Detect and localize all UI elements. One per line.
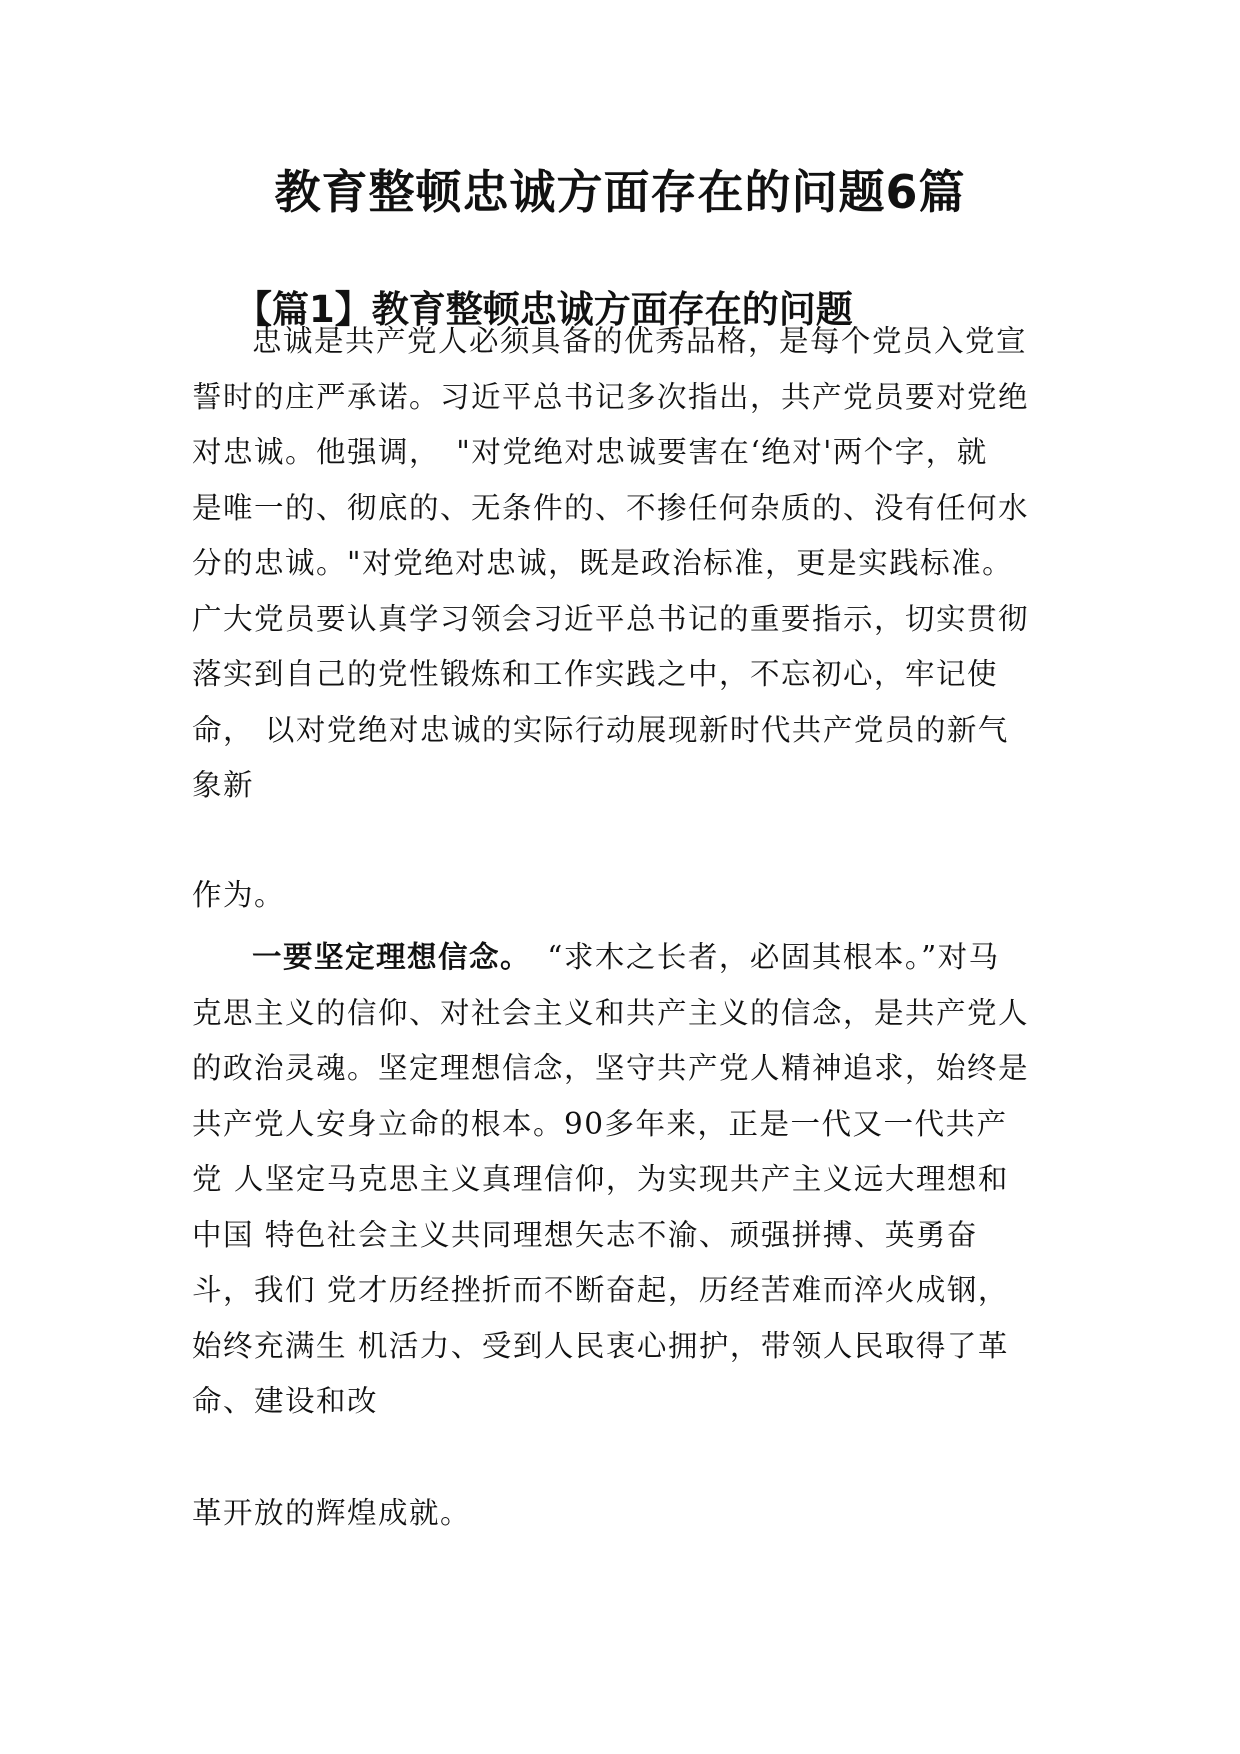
paragraph-line: 忠诚是共产党人必须具备的优秀品格，是每个党员入党宣 xyxy=(252,324,1028,358)
paragraph-first-line-rest: “求木之长者，必固其根本。”对马 xyxy=(516,940,1000,974)
paragraph-line: 分的忠诚。"对党绝对忠诚，既是政治标准，更是实践标准。 xyxy=(192,546,1014,580)
paragraph-line: 象新 xyxy=(192,768,255,802)
paragraph-line: 斗，我们 党才历经挫折而不断奋起，历经苦难而淬火成钢， xyxy=(192,1273,1009,1307)
paragraph-line: 誓时的庄严承诺。习近平总书记多次指出，共产党员要对党绝 xyxy=(192,379,1030,414)
paragraph-line: 共产党人安身立命的根本。90多年来，正是一代又一代共产 xyxy=(192,1106,1008,1141)
paragraph-line: 广大党员要认真学习领会习近平总书记的重要指示，切实贯彻 xyxy=(192,601,1030,636)
paragraph-line: 革开放的辉煌成就。 xyxy=(192,1496,472,1530)
paragraph-line: 落实到自己的党性锻炼和工作实践之中，不忘初心，牢记使 xyxy=(192,657,999,691)
paragraph-line: 对忠诚。他强调， "对党绝对忠诚要害在‘绝对'两个字，就 xyxy=(192,435,988,469)
paragraph-line: 命、建设和改 xyxy=(192,1384,379,1418)
paragraph-line: 作为。 xyxy=(192,878,286,912)
section-heading: 【篇1】教育整顿忠诚方面存在的问题 xyxy=(235,288,853,331)
paragraph-2-tail xyxy=(192,1486,1062,1542)
paragraph-line: 命， 以对党绝对忠诚的实际行动展现新时代共产党员的新气 xyxy=(192,712,1009,747)
paragraph-line: 中国 特色社会主义共同理想矢志不渝、顽强拼搏、英勇奋 xyxy=(192,1217,978,1252)
document-title: 教育整顿忠诚方面存在的问题6篇 xyxy=(274,165,966,219)
paragraph-line: 始终充满生 机活力、受到人民衷心拥护，带领人民取得了革 xyxy=(192,1328,1009,1363)
paragraph-1 xyxy=(192,314,1062,814)
paragraph-line: 克思主义的信仰、对社会主义和共产主义的信念，是共产党人 xyxy=(192,995,1030,1030)
paragraph-first-line xyxy=(192,930,1062,986)
paragraph-1-tail xyxy=(192,868,1062,924)
paragraph-2 xyxy=(192,930,1062,1430)
paragraph-lead-bold: 一要坚定理想信念。 xyxy=(252,940,517,974)
paragraph-line: 的政治灵魂。坚定理想信念，坚守共产党人精神追求，始终是 xyxy=(192,1051,1030,1085)
paragraph-line: 是唯一的、彻底的、无条件的、不掺任何杂质的、没有任何水 xyxy=(192,490,1030,525)
paragraph-line: 党 人坚定马克思主义真理信仰，为实现共产主义远大理想和 xyxy=(192,1162,1009,1196)
